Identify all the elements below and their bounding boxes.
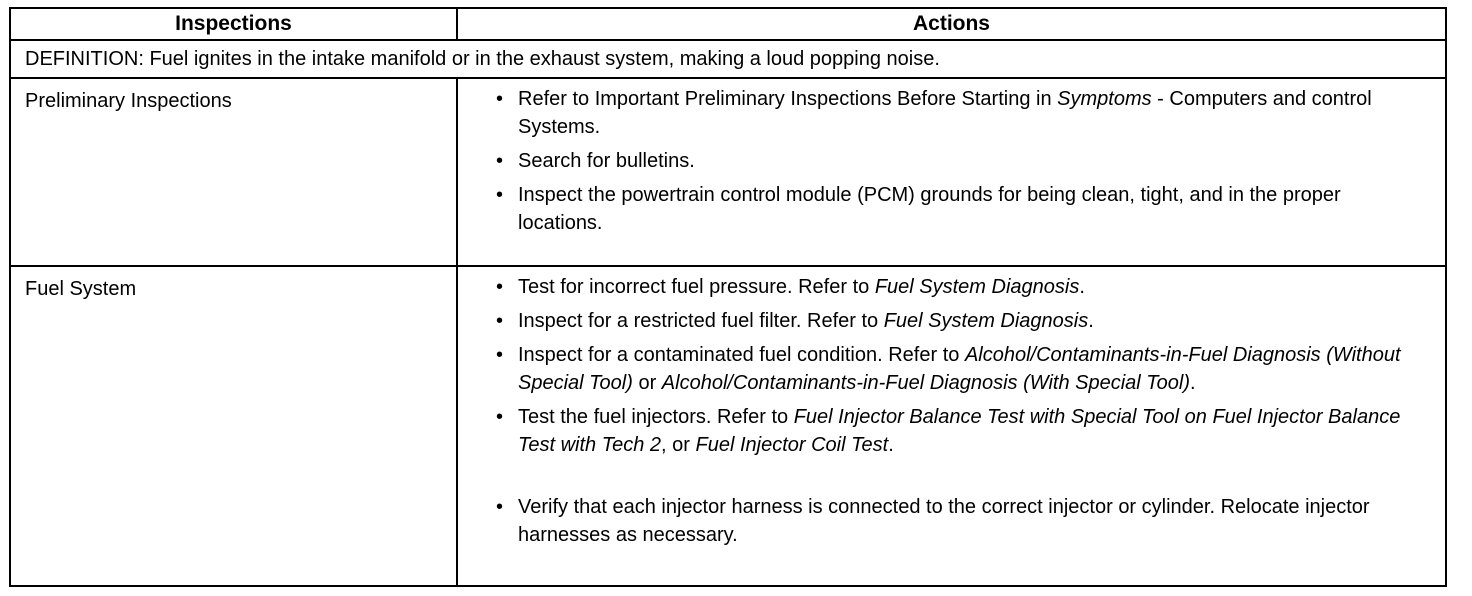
action-reference: Fuel Injector Coil Test — [695, 434, 889, 456]
table-row — [10, 266, 1446, 586]
action-text: Inspect for a restricted fuel filter. Refer to — [518, 310, 884, 332]
action-reference: Fuel System Diagnosis — [874, 276, 1080, 298]
bullet-icon: • — [496, 344, 504, 366]
inspection-label: Preliminary Inspections — [10, 78, 457, 266]
action-item — [494, 147, 1425, 175]
action-text: or — [632, 372, 662, 394]
action-item — [494, 85, 1425, 141]
action-text: Test for incorrect fuel pressure. Refer to — [518, 276, 875, 298]
action-text: - Computers and control Systems. — [518, 88, 1372, 138]
bullet-icon: • — [496, 406, 504, 428]
bullet-icon: • — [496, 496, 504, 518]
action-list — [494, 273, 1425, 549]
bullet-icon: • — [496, 88, 504, 110]
action-text: Inspect the powertrain control module (PCM) grounds for being clean, tight, and in the proper locations. — [518, 184, 1341, 234]
action-text: Search for bulletins. — [518, 150, 695, 172]
action-text: Refer to Important Preliminary Inspections Before Starting in — [518, 88, 1058, 110]
bullet-icon: • — [496, 310, 504, 332]
bullet-icon: • — [496, 276, 504, 298]
action-item — [494, 307, 1425, 335]
action-item — [494, 341, 1425, 397]
action-text: . — [1190, 372, 1196, 394]
action-item — [494, 403, 1425, 459]
diagnostic-table — [9, 7, 1447, 587]
action-text: , or — [661, 434, 696, 456]
action-reference: Alcohol/Contaminants-in-Fuel Diagnosis (Without Special Tool) — [518, 344, 1401, 394]
action-text: . — [1088, 310, 1094, 332]
action-item — [494, 181, 1425, 237]
action-item — [494, 493, 1425, 549]
action-reference: Fuel Injector Balance Test with Special Tool on Fuel Injector Balance Test with Tech 2 — [518, 406, 1401, 456]
bullet-icon: • — [496, 150, 504, 172]
action-text: . — [888, 434, 894, 456]
bullet-icon: • — [496, 184, 504, 206]
actions-cell — [457, 78, 1446, 266]
action-reference: Symptoms — [1057, 88, 1152, 110]
action-text: Inspect for a contaminated fuel condition. Refer to — [518, 344, 965, 366]
actions-cell — [457, 266, 1446, 586]
column-header-inspections: Inspections — [10, 8, 457, 40]
header-row — [10, 8, 1446, 40]
action-item — [494, 273, 1425, 301]
action-reference: Fuel System Diagnosis — [883, 310, 1089, 332]
definition-row — [10, 40, 1446, 78]
action-text: Verify that each injector harness is connected to the correct injector or cylinder. Relocate injector harnesses as necessary. — [518, 496, 1370, 546]
table-row — [10, 78, 1446, 266]
action-reference: Alcohol/Contaminants-in-Fuel Diagnosis (With Special Tool) — [661, 372, 1190, 394]
action-text: Test the fuel injectors. Refer to — [518, 406, 794, 428]
inspection-label: Fuel System — [10, 266, 457, 586]
column-header-actions: Actions — [457, 8, 1446, 40]
definition-text: DEFINITION: Fuel ignites in the intake manifold or in the exhaust system, making a loud popping noise. — [10, 40, 1446, 78]
action-list — [494, 85, 1425, 237]
action-text: . — [1079, 276, 1085, 298]
